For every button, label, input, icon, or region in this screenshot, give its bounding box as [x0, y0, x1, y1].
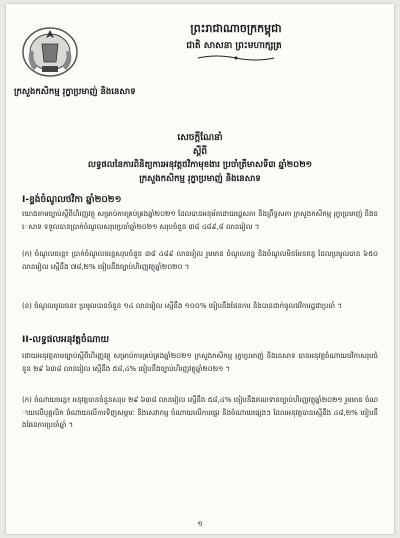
ministry-name: ក្រសួងកសិកម្ម រុក្ខាប្រមាញ់ និងនេសាទ	[14, 87, 136, 97]
paragraph: (ខ) ចំណូលមូលធន៖ ប្រមូលបានចំនួន ១៤ លានរៀល ស្មើនឹង ១០០% ធៀបនឹងផែនការ និងបានដាក់ចូលថវិការដ្ឋជាប្រចាំ ។	[22, 302, 342, 310]
royal-coat-of-arms-emblem	[20, 22, 80, 80]
national-motto: ជាតិ សាសនា ព្រះមហាក្សត្រ	[186, 41, 282, 51]
paragraph: យោងតាមច្បាប់ស្តីពីហិរញ្ញវត្ថុ សម្រាប់ការគ្រប់គ្រងឆ្នាំ២០២១ ដែលបានអនុម័តដោយរដ្ឋសភា និងព្រឹទ្ធសភា ក្រសួងកសិកម្ម រុក្ខាប្រមាញ់ និងនេសាទ ទទួលបានប្រាក់ចំណូលសរុបប្រចាំឆ្នាំ២០២១ សរុបចំនួន ៣៨ ៤៨៩,៨ លានរៀល ។	[22, 210, 378, 231]
paragraph: ដោយអនុវត្តតាមច្បាប់ស្តីពីហិរញ្ញវត្ថុ សម្រាប់ការគ្រប់គ្រងឆ្នាំ២០២១ ក្រសួងកសិកម្ម រុក្ខាប្រមាញ់ និងនេសាទ បានអនុវត្តចំណាយថវិកាសរុបចំនួន ២៩ ៦៣៨ លានរៀល ស្មើនឹង ៥៨,៤% ធៀបនឹងច្បាប់ហិរញ្ញវត្ថុឆ្នាំ២០២១ ។	[22, 352, 378, 373]
paragraph: (ក) ចំណូលចរន្ត៖ ប្រាក់ចំណូលចរន្តសរុបចំនួន ៣៨ ៤៨៩ លានរៀល រួមមាន ចំណូលពន្ធ និងចំណូលមិនមែនពន្ធ ដែលប្រមូលបាន ៦៥០ លានរៀល ស្មើនឹង ៧៨,២% ធៀបនឹងច្បាប់ហិរញ្ញវត្ថុឆ្នាំ២០២០ ។	[22, 250, 378, 271]
ornament-divider	[196, 54, 276, 62]
page-number: ១	[197, 520, 203, 528]
document-page	[6, 4, 394, 534]
kingdom-name: ព្រះរាជាណាចក្រកម្ពុជា	[190, 22, 282, 35]
paragraph: (ក) ចំណាយចរន្ត៖ អនុវត្តបានចំនួនសរុប ២៩ ៦៣៨ លានរៀល ស្មើនឹង ៥៨,៤% ធៀបនឹងឥណទានច្បាប់ហិរញ្ញវត្ថុឆ្នាំ២០២១ រួមមាន ចំណាយលើបុគ្គលិក ចំណាយលើការទិញសម្ភារៈ និងសេវាកម្ម ចំណាយលើការផ្ទេរ និងចំណាយផ្សេងៗ ដែលអនុវត្តបានស្មើនឹង ៤៨,២% ធៀបនឹងផែនការប្រចាំឆ្នាំ ។	[22, 396, 378, 429]
subject-ministry: ក្រសួងកសិកម្ម រុក្ខាប្រមាញ់ និងនេសាទ	[139, 174, 261, 184]
section-heading-expenditure: II-លទ្ធផលអនុវត្តចំណាយ	[22, 335, 110, 345]
section-heading-revenue: I-ខ្ទង់ចំណូលថវិកា ឆ្នាំ២០២១	[22, 195, 122, 205]
document-subject: លទ្ធផលនៃការពិនិត្យការអនុវត្តថវិកាមុខងារ ប្រចាំត្រីមាសទី៣ ឆ្នាំ២០២១	[87, 160, 313, 170]
document-type-title: សេចក្តីណែនាំ	[177, 133, 223, 143]
regarding-label: ស្តីពី	[192, 147, 208, 157]
